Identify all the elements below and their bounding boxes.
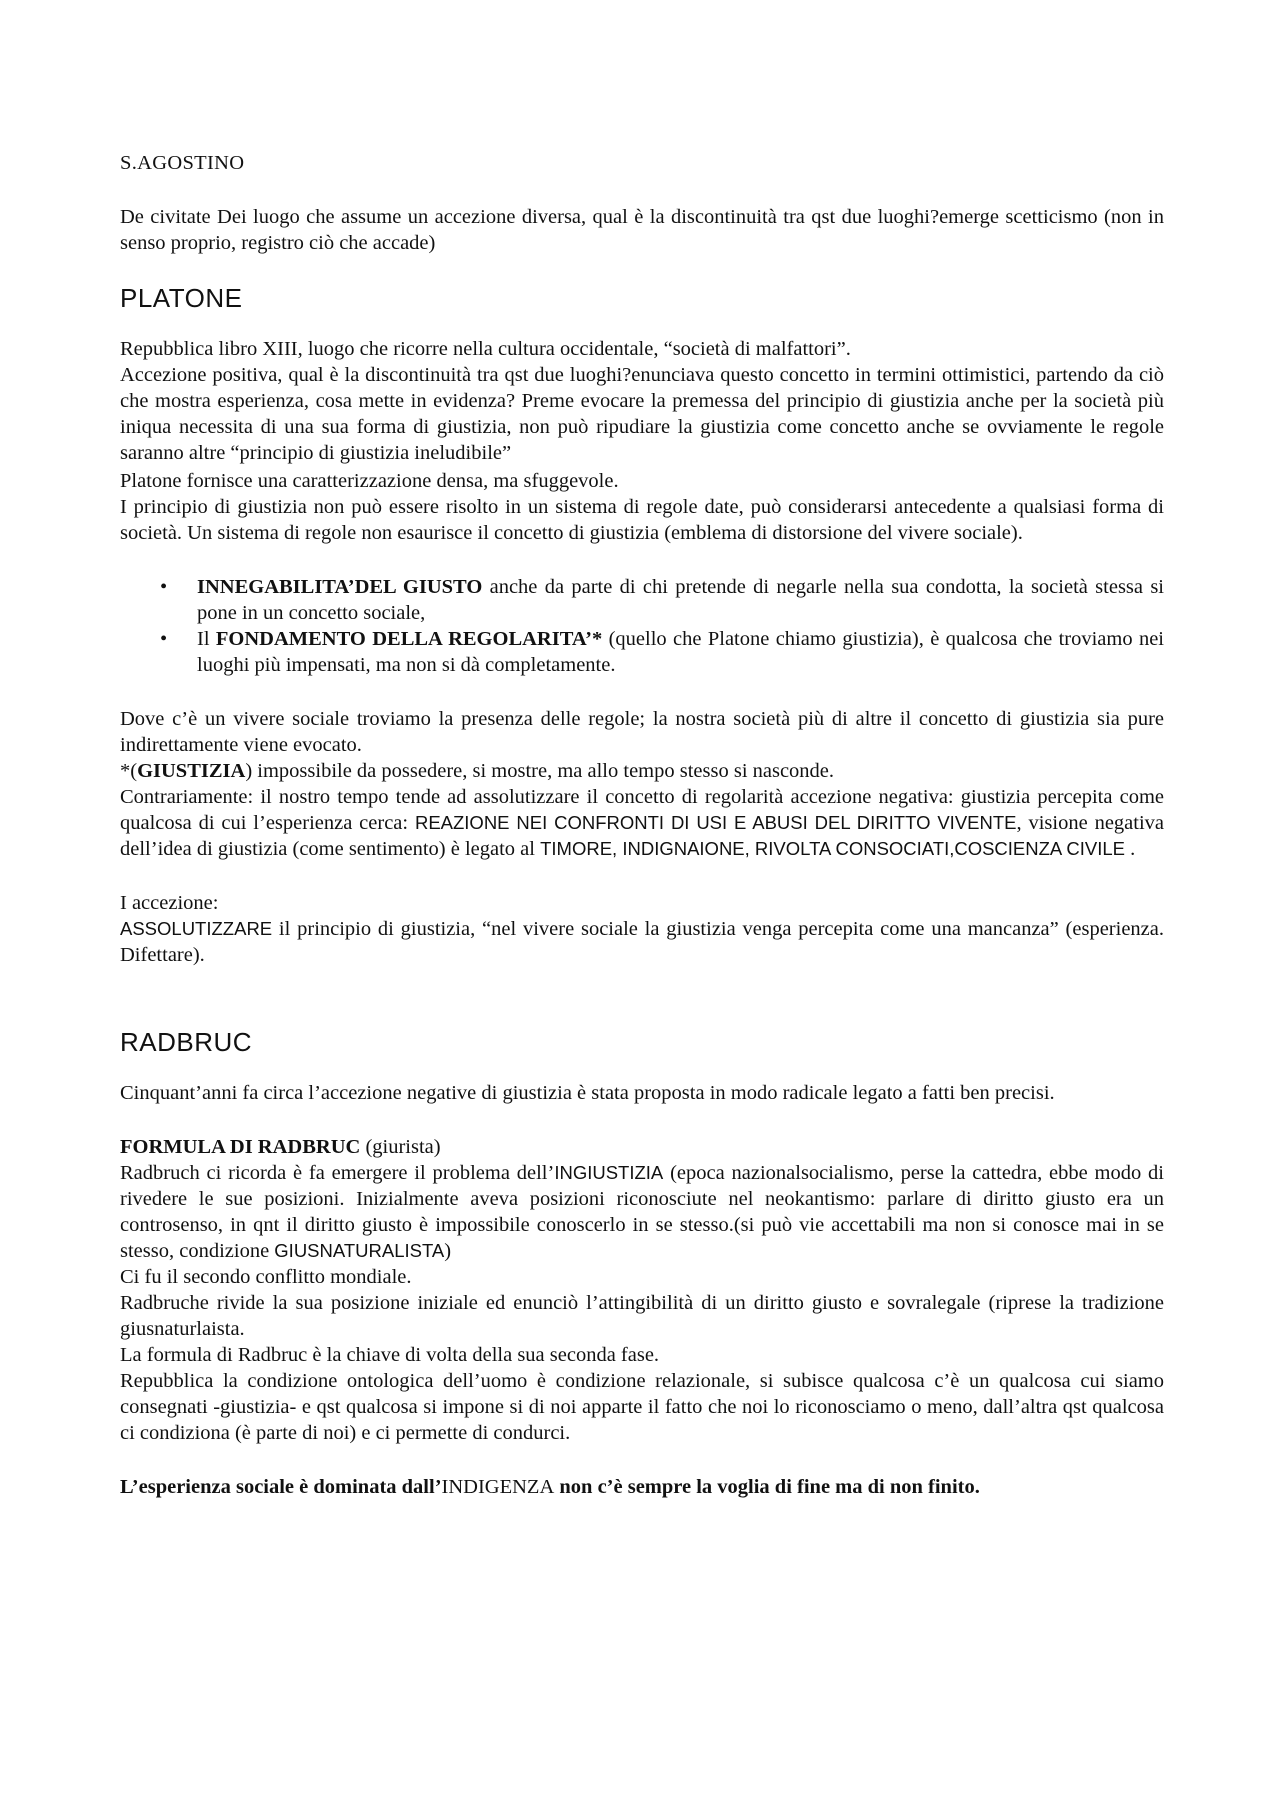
paragraph: Dove c’è un vivere sociale troviamo la presenza delle regole; la nostra società più di altre il concetto di giustizia sia pure indirettamente viene evocato. xyxy=(120,708,1164,756)
paragraph xyxy=(120,784,1164,862)
paragraph xyxy=(120,1134,1164,1160)
paragraph xyxy=(120,1160,1164,1264)
text: Radbruch ci ricorda è fa emergere il problema dell’ xyxy=(120,1162,555,1184)
paragraph: Cinquant’anni fa circa l’accezione negative di giustizia è stata proposta in modo radicale legato a fatti ben precisi. xyxy=(120,1082,1055,1104)
bullet-list xyxy=(120,574,1164,678)
paragraph: I accezione: xyxy=(120,892,219,914)
bold-text: FONDAMENTO DELLA REGOLARITA’* xyxy=(215,628,603,650)
text: ) xyxy=(444,1240,452,1262)
text: *( xyxy=(120,760,138,782)
text: Contrariamente: il nostro tempo tende ad assolutizzare il concetto di regolarità accezione negativa: giustizia percepita come qualcosa di cui l’esperienza cerca: xyxy=(120,786,1164,834)
paragraph: I principio di giustizia non può essere risolto in un sistema di regole date, può considerarsi antecedente a qualsiasi forma di società. Un sistema di regole non esaurisce il concetto di giustizia (emblema di distorsione del vivere sociale). xyxy=(120,496,1164,544)
text: Il xyxy=(197,628,216,650)
paragraph: La formula di Radbruc è la chiave di volta della sua seconda fase. xyxy=(120,1344,660,1366)
text: (epoca nazionalsocialismo, perse la cattedra, ebbe modo di rivedere le sue posizioni. Inizialmente aveva posizioni riconosciute nel neokantismo: parlare di diritto giusto era un controsenso, in qnt il diritto giusto è impossibile conoscerlo in se stesso.(si può vie accettabili ma non si conosce mai in se stesso, condizione xyxy=(120,1162,1165,1262)
caps-text: GIUSNATURALISTA xyxy=(274,1240,445,1261)
bold-text: non c’è sempre la voglia di fine ma di non finito. xyxy=(554,1476,980,1498)
paragraph: Repubblica libro XIII, luogo che ricorre nella cultura occidentale, “società di malfattori”. xyxy=(120,338,851,360)
bold-text: INNEGABILITA’DEL GIUSTO xyxy=(197,576,483,598)
paragraph xyxy=(120,916,1164,968)
paragraph: Ci fu il secondo conflitto mondiale. xyxy=(120,1266,412,1288)
bold-text: FORMULA DI RADBRUC xyxy=(120,1136,361,1158)
text: anche da parte di chi pretende di negarle nella sua condotta, la società stessa si pone in un concetto sociale, xyxy=(197,576,1164,624)
paragraph: Accezione positiva, qual è la discontinuità tra qst due luoghi?enunciava questo concetto in termini ottimistici, partendo da ciò che mostra esperienza, cosa mette in evidenza? Preme evocare la premessa del principio di giustizia anche per la società più iniqua necessita di una sua forma di giustizia, non può ripudiare la giustizia come concetto anche se ovviamente le regole saranno altre “principio di giustizia ineludibile” xyxy=(120,364,1164,464)
section-heading-agostino: S.AGOSTINO xyxy=(120,152,245,174)
caps-text: ASSOLUTIZZARE xyxy=(120,918,273,939)
paragraph: Radbruche rivide la sua posizione iniziale ed enunciò l’attingibilità di un diritto giusto e sovralegale (riprese la tradizione giusnaturlaista. xyxy=(120,1292,1164,1340)
bullet-glyph: • xyxy=(160,576,168,598)
text: (quello che Platone chiamo giustizia), è qualcosa che troviamo nei luoghi più impensati, ma non si dà completamente. xyxy=(197,628,1164,676)
paragraph: Repubblica la condizione ontologica dell’uomo è condizione relazionale, si subisce qualcosa c’è un qualcosa cui siamo consegnati -giustizia- e qst qualcosa si impone si di noi apparte il fatto che noi lo riconosciamo o meno, dall’altra qst qualcosa ci condiziona (è parte di noi) e ci permette di condurci. xyxy=(120,1370,1164,1444)
list-item xyxy=(120,626,1164,678)
paragraph: De civitate Dei luogo che assume un accezione diversa, qual è la discontinuità tra qst due luoghi?emerge scetticismo (non in senso proprio, registro ciò che accade) xyxy=(120,206,1164,254)
bold-text: L’esperienza sociale è dominata dall’ xyxy=(120,1476,442,1498)
section-heading-platone: PLATONE xyxy=(120,283,243,313)
list-item xyxy=(120,574,1164,626)
caps-text: INGIUSTIZIA xyxy=(554,1162,664,1183)
section-heading-radbruc: RADBRUC xyxy=(120,1027,253,1057)
caps-text: INDIGENZA xyxy=(441,1476,555,1498)
bullet-glyph: • xyxy=(160,628,168,650)
text: (giurista) xyxy=(360,1136,441,1158)
document-page xyxy=(120,150,1164,1500)
caps-text: TIMORE, INDIGNAIONE, RIVOLTA CONSOCIATI,COSCIENZA CIVILE xyxy=(540,838,1126,859)
caps-text: REAZIONE NEI CONFRONTI DI USI E ABUSI DEL DIRITTO VIVENTE xyxy=(414,812,1017,833)
text: ) impossibile da possedere, si mostre, ma allo tempo stesso si nasconde. xyxy=(245,760,835,782)
bold-text: GIUSTIZIA xyxy=(137,760,246,782)
paragraph: Platone fornisce una caratterizzazione densa, ma sfuggevole. xyxy=(120,470,619,492)
text: il principio di giustizia, “nel vivere sociale la giustizia venga percepita come una mancanza” (esperienza. Difettare). xyxy=(120,918,1164,966)
paragraph-bold xyxy=(120,1474,1164,1500)
text: . xyxy=(1125,838,1136,860)
paragraph xyxy=(120,758,1164,784)
text: , visione negativa dell’idea di giustizia (come sentimento) è legato al xyxy=(120,812,1165,860)
